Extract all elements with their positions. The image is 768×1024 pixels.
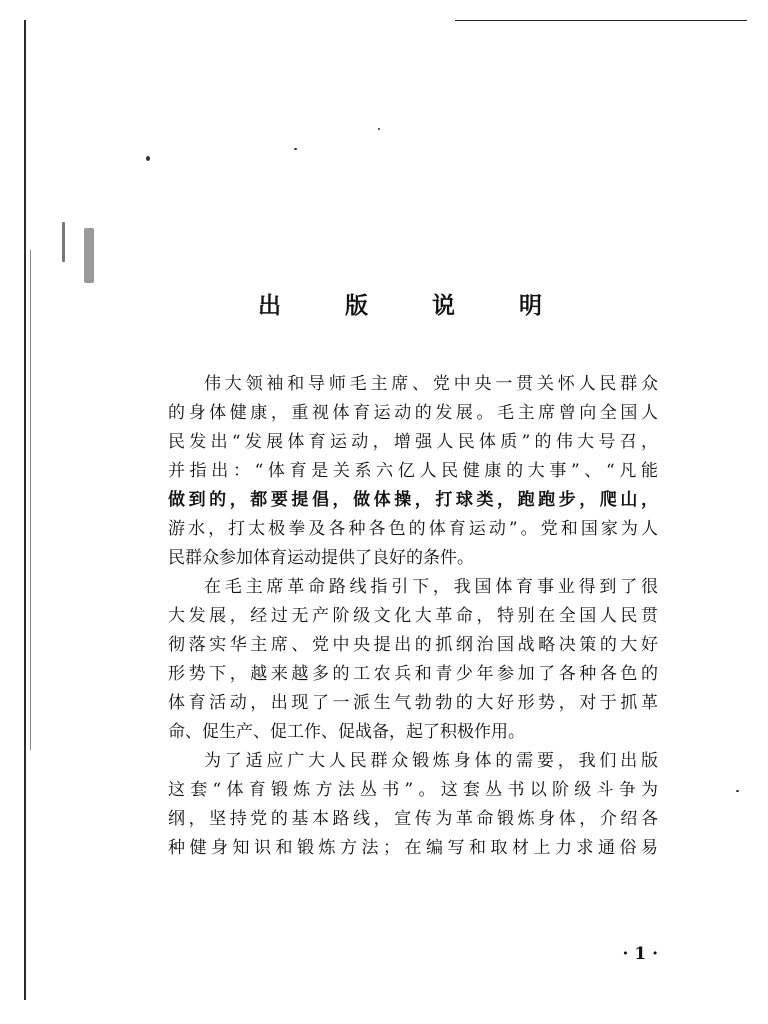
- text-line: 为了适应广大人民群众锻炼身体的需要，我们出版: [204, 751, 658, 771]
- text-line: 做到的，都要提倡，做体操，打球类，跑跑步，爬山，: [168, 490, 658, 510]
- text-line: 彻落实华主席、党中央提出的抓纲治国战略决策的大好: [168, 635, 658, 655]
- ink-speck: [736, 790, 739, 792]
- page-spine-edge: [24, 20, 26, 1000]
- text-line: 纲，坚持党的基本路线，宣传为革命锻炼身体，介绍各: [168, 809, 658, 829]
- ink-speck: [146, 156, 150, 161]
- text-line: 种健身知识和锻炼方法；在编写和取材上力求通俗易: [168, 838, 658, 858]
- body-text: [168, 370, 658, 863]
- page-number: · 1 ·: [622, 944, 658, 964]
- page-title: 出 版 说 明: [257, 292, 571, 319]
- text-line: 在毛主席革命路线指引下，我国体育事业得到了很: [204, 577, 658, 597]
- text-line: 命、促生产、促工作、促战备，起了积极作用。: [168, 722, 525, 742]
- ink-speck: [378, 128, 380, 130]
- text-line: 民发出“发展体育运动，增强人民体质”的伟大号召，: [168, 432, 658, 452]
- text-line: 伟大领袖和导师毛主席、党中央一贯关怀人民群众: [204, 374, 658, 394]
- ink-speck: [62, 222, 65, 262]
- text-line: 大发展，经过无产阶级文化大革命，特别在全国人民贯: [168, 606, 658, 626]
- text-line: 民群众参加体育运动提供了良好的条件。: [168, 548, 474, 568]
- text-line: 体育活动，出现了一派生气勃勃的大好形势，对于抓革: [168, 693, 658, 713]
- text-line: 游水，打太极拳及各种各色的体育运动”。党和国家为人: [168, 519, 658, 539]
- ink-speck: [294, 148, 297, 150]
- text-line: 的身体健康，重视体育运动的发展。毛主席曾向全国人: [168, 403, 658, 423]
- text-line: 并指出：“体育是关系六亿人民健康的大事”、“凡能: [168, 461, 658, 481]
- top-rule: [455, 20, 747, 21]
- text-line: 形势下，越来越多的工农兵和青少年参加了各种各色的: [168, 664, 658, 684]
- text-line: 这套“体育锻炼方法丛书”。这套丛书以阶级斗争为: [168, 780, 658, 800]
- ink-speck: [84, 228, 94, 283]
- page-spine-shadow: [30, 250, 31, 750]
